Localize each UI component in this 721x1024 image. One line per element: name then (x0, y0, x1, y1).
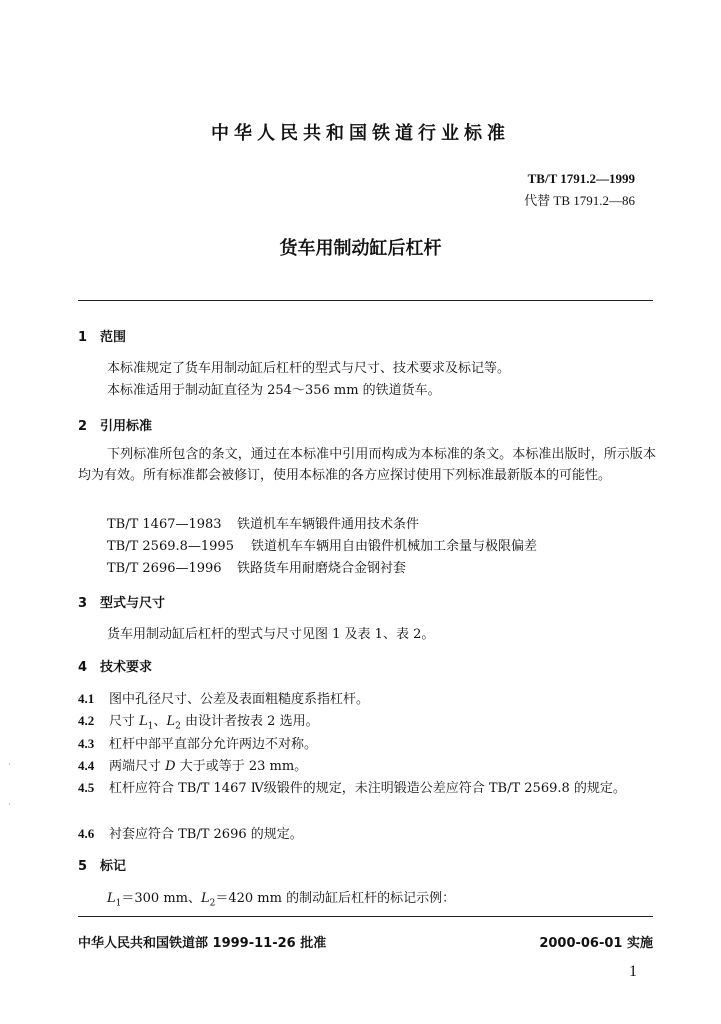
requirement-item (78, 755, 307, 774)
section-number: 5 (78, 859, 88, 874)
reference-item (107, 513, 419, 532)
section-title: 技术要求 (100, 660, 153, 675)
section-1-para-1: 本标准规定了货车用制动缸后杠杆的型式与尺寸、技术要求及标记等。 (107, 361, 511, 376)
header-divider (78, 300, 653, 301)
approval-note: 中华人民共和国铁道部 1999-11-26 批准 (78, 936, 327, 951)
section-number: 2 (78, 419, 88, 434)
section-number: 4 (78, 660, 88, 675)
reference-name: 铁路货车用耐磨烧合金钢衬套 (237, 561, 407, 576)
reference-name: 铁道机车车辆锻件通用技术条件 (237, 517, 420, 532)
variable: D (165, 759, 176, 774)
section-title: 标记 (100, 859, 127, 874)
scan-artifact: · (8, 760, 11, 770)
implementation-note: 2000-06-01 实施 (539, 936, 653, 951)
variable: L (107, 891, 116, 906)
section-number: 3 (78, 596, 88, 611)
section-2-para-1: 下列标准所包含的条文，通过在本标准中引用而构成为本标准的条文。本标准出版时，所示版本均为有效。所有标准都会被修订，使用本标准的各方应探讨使用下列标准最新版本的可能性。 (78, 447, 656, 483)
item-text: 由设计者按表 2 选用。 (180, 714, 319, 729)
standard-code: TB/T 1791.2—1999 (527, 171, 635, 186)
para-text: ＝300 mm、 (121, 891, 201, 906)
subscript: 1 (147, 721, 154, 732)
variable: L (166, 714, 176, 729)
section-2-heading (78, 415, 152, 434)
subscript: 2 (209, 898, 216, 909)
requirement-item (78, 777, 656, 800)
section-title: 范围 (100, 330, 127, 345)
item-number: 4.3 (78, 736, 95, 751)
variable: L (139, 714, 148, 729)
section-title: 引用标准 (100, 419, 153, 434)
section-1-heading (78, 326, 126, 345)
item-number: 4.6 (78, 826, 95, 841)
item-text: 两端尺寸 (109, 759, 166, 774)
standard-name: 中华人民共和国铁道行业标准 (211, 123, 510, 144)
reference-code: TB/T 1467—1983 (107, 517, 222, 532)
section-title: 型式与尺寸 (100, 596, 166, 611)
item-number: 4.2 (78, 713, 95, 728)
section-3-para-1: 货车用制动缸后杠杆的型式与尺寸见图 1 及表 1、表 2。 (107, 627, 435, 642)
reference-item (107, 557, 406, 576)
para-text: ＝420 mm 的制动缸后杠杆的标记示例： (215, 891, 456, 906)
requirement-item (78, 688, 369, 707)
item-text: 图中孔径尺寸、公差及表面粗糙度系指杠杆。 (109, 692, 370, 707)
reference-name: 铁道机车车辆用自由锻件机械加工余量与极限偏差 (251, 539, 538, 554)
requirement-item (78, 823, 303, 842)
reference-code: TB/T 2696—1996 (107, 561, 222, 576)
variable: L (200, 891, 210, 906)
item-number: 4.5 (78, 780, 95, 795)
section-5-para-1 (107, 887, 455, 909)
subscript: 1 (115, 898, 122, 909)
item-text: 衬套应符合 TB/T 2696 的规定。 (109, 827, 303, 842)
item-text: 大于或等于 23 mm。 (175, 759, 308, 774)
section-1-para-2: 本标准适用于制动缸直径为 254～356 mm 的铁道货车。 (107, 383, 441, 398)
item-text: 尺寸 (109, 714, 140, 729)
requirement-item (78, 733, 317, 752)
section-number: 1 (78, 330, 88, 345)
document-title: 货车用制动缸后杠杆 (279, 238, 442, 259)
section-5-heading (78, 855, 126, 874)
item-number: 4.4 (78, 758, 95, 773)
section-3-heading (78, 592, 165, 611)
reference-item (107, 535, 537, 554)
section-4-heading (78, 656, 152, 675)
reference-code: TB/T 2569.8—1995 (107, 539, 234, 554)
item-text: 、 (153, 714, 167, 729)
page-number: 1 (629, 963, 637, 980)
item-text: 杠杆中部平直部分允许两边不对称。 (109, 737, 318, 752)
subscript: 2 (175, 721, 181, 732)
item-number: 4.1 (78, 691, 95, 706)
item-text: 杠杆应符合 TB/T 1467 Ⅳ级锻件的规定，未注明锻造公差应符合 TB/T 2569.8 的规定。 (109, 781, 626, 796)
scan-artifact: · (8, 800, 11, 810)
replaces-code: 代替 TB 1791.2—86 (524, 193, 635, 208)
footer-divider (78, 916, 653, 917)
requirement-item (78, 710, 319, 732)
